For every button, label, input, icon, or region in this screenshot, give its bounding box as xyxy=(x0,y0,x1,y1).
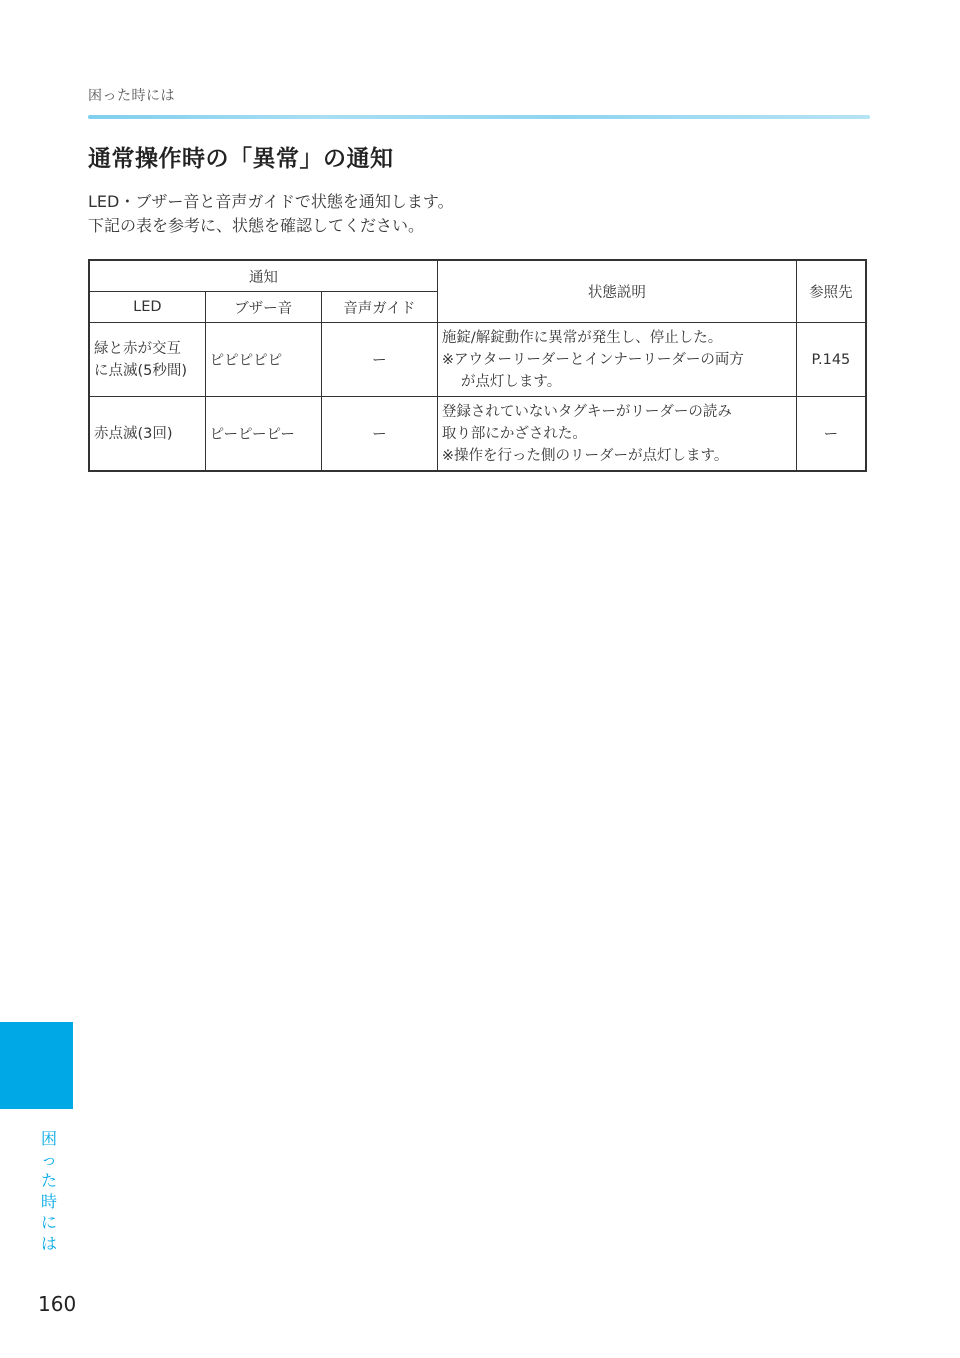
intro-line-1: LED・ブザー音と音声ガイドで状態を通知します。 xyxy=(88,192,454,211)
header-divider xyxy=(88,115,870,119)
header-status-description: 状態説明 xyxy=(437,260,796,323)
table-row xyxy=(89,323,866,397)
voice-guide-cell: ー xyxy=(321,397,437,472)
header-voice-guide: 音声ガイド xyxy=(321,292,437,323)
buzzer-cell: ピーピーピー xyxy=(205,397,321,472)
chapter-tab xyxy=(0,1022,73,1109)
notification-table xyxy=(88,259,867,472)
reference-cell: P.145 xyxy=(796,323,866,397)
intro-text xyxy=(88,190,454,238)
description-line: が点灯します。 xyxy=(460,373,562,390)
table-row xyxy=(89,397,866,472)
header-buzzer: ブザー音 xyxy=(205,292,321,323)
header-notification-group: 通知 xyxy=(89,260,437,292)
chapter-tab-label: 困った時には xyxy=(40,1129,57,1253)
led-text-line: に点滅(5秒間) xyxy=(94,362,188,379)
description-line: 取り部にかざされた。 xyxy=(441,425,587,442)
buzzer-cell: ピピピピピ xyxy=(205,323,321,397)
led-text-line: 緑と赤が交互 xyxy=(94,340,181,357)
description-line: ※アウターリーダーとインナーリーダーの両方 xyxy=(441,351,744,368)
led-cell xyxy=(89,323,205,397)
led-cell: 赤点滅(3回) xyxy=(89,397,205,472)
voice-guide-cell: ー xyxy=(321,323,437,397)
description-line: ※操作を行った側のリーダーが点灯します。 xyxy=(441,447,729,464)
description-cell xyxy=(437,397,796,472)
description-cell xyxy=(437,323,796,397)
header-reference: 参照先 xyxy=(796,260,866,323)
description-line: 登録されていないタグキーがリーダーの読み xyxy=(441,403,732,420)
intro-line-2: 下記の表を参考に、状態を確認してください。 xyxy=(88,216,425,235)
description-line: 施錠/解錠動作に異常が発生し、停止した。 xyxy=(441,329,723,346)
page-title: 通常操作時の「異常」の通知 xyxy=(88,146,394,172)
reference-cell: ー xyxy=(796,397,866,472)
header-led: LED xyxy=(89,292,205,323)
breadcrumb: 困った時には xyxy=(88,88,175,104)
page-number: 160 xyxy=(38,1292,77,1316)
